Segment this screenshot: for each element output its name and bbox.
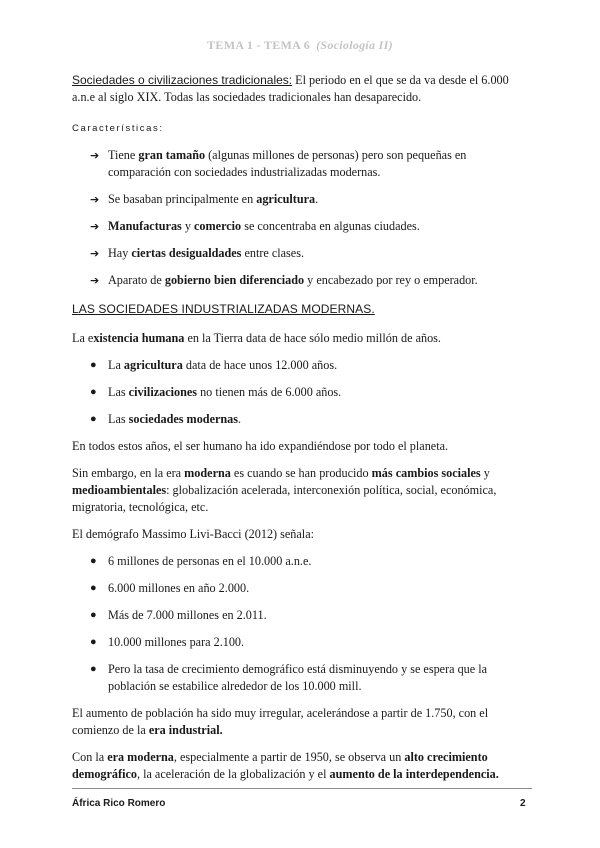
- right-arrow-icon: ➔: [90, 274, 100, 287]
- list-item: ➔ Manufacturas y comercio se concentraba en algunas ciudades.: [90, 219, 420, 233]
- page-number: 2: [520, 798, 526, 809]
- document-body: [72, 72, 532, 793]
- existence-paragraph: La existencia humana en la Tierra data de hace sólo medio millón de años.: [72, 331, 441, 345]
- demographer-paragraph: El demógrafo Massimo Livi-Bacci (2012) señala:: [72, 527, 314, 541]
- list-item: ● 6 millones de personas en el 10.000 a.n.e.: [90, 554, 312, 568]
- modern-era-paragraph: Sin embargo, en la era moderna es cuando se han producido más cambios sociales y medioambientales: globalización acelerada, interconexión política, social, económica, migratoria, tecnológica, etc.: [72, 466, 497, 514]
- list-item: ● Las sociedades modernas.: [90, 412, 242, 426]
- list-item: ➔ Aparato de gobierno bien diferenciado y encabezado por rey o emperador.: [90, 273, 478, 287]
- list-item: ● Pero la tasa de crecimiento demográfico está disminuyendo y se espera que la población se estabilice alrededor de los 10.000 mill.: [90, 662, 488, 693]
- list-item: ● Más de 7.000 millones en 2.011.: [90, 608, 267, 622]
- bullet-dot-icon: ●: [90, 359, 97, 371]
- bullet-dot-icon: ●: [90, 386, 97, 398]
- header-subtitle: (Sociología II): [316, 38, 393, 52]
- bullet-dot-icon: ●: [90, 582, 97, 594]
- list-item: ➔ Tiene gran tamaño (algunas millones de personas) pero son pequeñas en comparación con sociedades industrializadas modernas.: [90, 148, 467, 179]
- characteristics-list: [72, 147, 532, 289]
- intro-label: Sociedades o civilizaciones tradicionales:: [72, 73, 293, 87]
- bullet-dot-icon: ●: [90, 555, 97, 567]
- characteristics-label: Características:: [72, 123, 164, 134]
- growth-paragraph: El aumento de población ha sido muy irregular, acelerándose a partir de 1.750, con el comienzo de la era industrial.: [72, 706, 489, 737]
- list-item: ● Las civilizaciones no tienen más de 6.000 años.: [90, 385, 342, 399]
- header-title: TEMA 1 - TEMA 6: [207, 38, 311, 52]
- intro-paragraph: [72, 72, 532, 106]
- bullet-dot-icon: ●: [90, 413, 97, 425]
- facts-list: [72, 357, 532, 428]
- list-item: ➔ Hay ciertas desigualdades entre clases.: [90, 246, 304, 260]
- right-arrow-icon: ➔: [90, 247, 100, 260]
- footer-author: África Rico Romero: [72, 798, 166, 809]
- list-item: ● 10.000 millones para 2.100.: [90, 635, 245, 649]
- bullet-dot-icon: ●: [90, 609, 97, 621]
- list-item: ● La agricultura data de hace unos 12.000 años.: [90, 358, 338, 372]
- footer-divider: [72, 788, 532, 789]
- bullet-dot-icon: ●: [90, 636, 97, 648]
- right-arrow-icon: ➔: [90, 220, 100, 233]
- section-title: LAS SOCIEDADES INDUSTRIALIZADAS MODERNAS.: [72, 302, 375, 316]
- final-paragraph: Con la era moderna, especialmente a partir de 1950, se observa un alto crecimiento demográfico, la aceleración de la globalización y el aumento de la interdependencia.: [72, 750, 499, 781]
- right-arrow-icon: ➔: [90, 193, 100, 206]
- expansion-paragraph: En todos estos años, el ser humano ha ido expandiéndose por todo el planeta.: [72, 439, 449, 453]
- bullet-dot-icon: ●: [90, 663, 97, 675]
- population-list: [72, 553, 532, 695]
- list-item: ● 6.000 millones en año 2.000.: [90, 581, 250, 595]
- list-item: ➔ Se basaban principalmente en agricultura.: [90, 192, 319, 206]
- right-arrow-icon: ➔: [90, 149, 100, 162]
- intro-text: El periodo en el que se da va desde el 6.000 a.n.e al siglo XIX. Todas las sociedades tradicionales han desaparecido.: [72, 73, 509, 104]
- page-header: [0, 38, 600, 53]
